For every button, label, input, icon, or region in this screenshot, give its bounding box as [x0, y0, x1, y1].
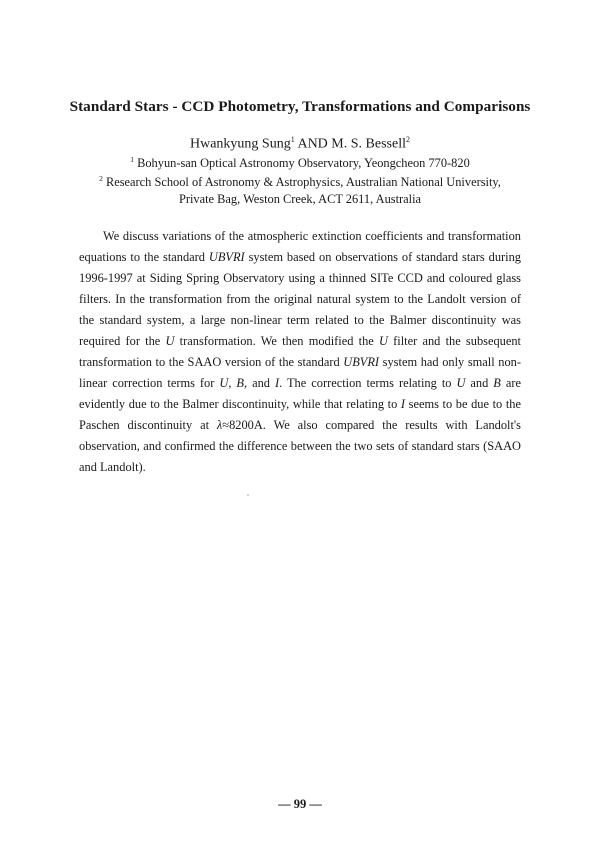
- scan-speck: [247, 494, 249, 496]
- abstract-symbol: U: [219, 376, 229, 390]
- abstract-symbol: U: [379, 334, 388, 348]
- abstract-symbol: B: [236, 376, 244, 390]
- affiliation-2-line1: Research School of Astronomy & Astrophysics, Australian National University,: [105, 175, 501, 189]
- abstract-symbol: UBVRI: [208, 250, 245, 264]
- affiliation-2: [0, 174, 600, 208]
- abstract-text: system based on observations of standard stars during 1996-1997 at Siding Spring Observatory using a thinned SITe CCD and coloured glass filters. In the transformation from the original natural system to the Landolt version of the standard system, a large non-linear term related to the Balmer discontinuity was required for the: [79, 250, 521, 348]
- author-line: [0, 135, 600, 153]
- affiliation-2-mark: 2: [99, 174, 103, 183]
- abstract-symbol: UBVRI: [343, 355, 380, 369]
- abstract-symbol: I: [274, 376, 280, 390]
- abstract-text: We discuss variations of the atmospheric extinction coefficients and transformation equations to the standard: [79, 229, 521, 264]
- abstract-text: ,: [228, 376, 237, 390]
- abstract-text: system had only small non-linear correction terms for: [79, 355, 521, 390]
- abstract-symbol: B: [493, 376, 501, 390]
- abstract-text: and: [465, 376, 494, 390]
- author-2-affil-mark: 2: [405, 135, 410, 144]
- affiliation-1: [0, 155, 600, 172]
- page-number: — 99 —: [278, 797, 322, 811]
- abstract-symbol: I: [400, 397, 406, 411]
- abstract-symbol: U: [456, 376, 466, 390]
- paper-title: Standard Stars - CCD Photometry, Transformations and Comparisons: [69, 98, 531, 115]
- affiliation-1-mark: 1: [130, 155, 134, 164]
- abstract-text: seems to be due to the Paschen discontinuity at: [79, 397, 521, 432]
- author-2-name: M. S. Bessell: [331, 136, 406, 152]
- abstract-text: are evidently due to the Balmer discontinuity, while that relating to: [79, 376, 521, 411]
- abstract-text: , and: [244, 376, 275, 390]
- affiliation-1-text: Bohyun-san Optical Astronomy Observatory, Yeongcheon 770-820: [137, 156, 470, 170]
- abstract-text: transformation. We then modified the: [174, 334, 379, 348]
- author-1-affil-mark: 1: [290, 135, 295, 144]
- author-1-name: Hwankyung Sung: [190, 136, 291, 152]
- affiliation-2-line2: Private Bag, Weston Creek, ACT 2611, Australia: [178, 192, 422, 206]
- abstract-text: filter and the subsequent transformation to the SAAO version of the standard: [79, 334, 521, 369]
- author-connector: AND: [294, 136, 332, 152]
- abstract-text: ≈8200A. We also compared the results with Landolt's observation, and confirmed the difference between the two sets of standard stars (SAAO and Landolt).: [79, 418, 521, 474]
- abstract-text: . The correction terms relating to: [279, 376, 457, 390]
- abstract-symbol: U: [165, 334, 175, 348]
- abstract-symbol: λ: [216, 418, 223, 432]
- abstract-paragraph: [79, 226, 521, 478]
